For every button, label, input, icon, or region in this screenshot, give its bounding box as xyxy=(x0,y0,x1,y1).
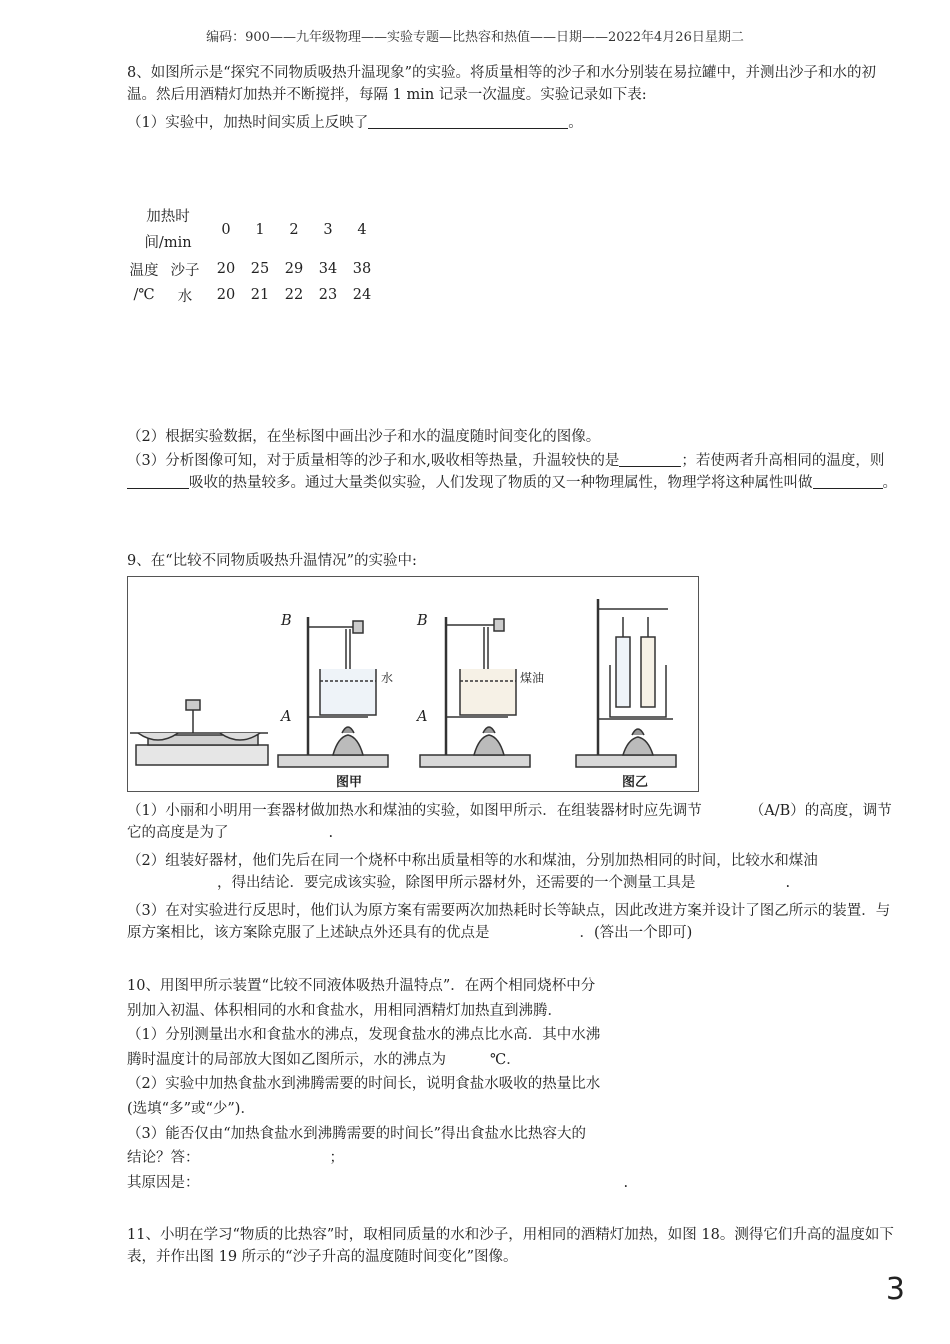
table-water-label: 水 xyxy=(177,288,193,305)
q10-line: 10、用图甲所示装置“比较不同液体吸热升温特点”．在两个相同烧杯中分 xyxy=(127,978,596,994)
q9-part2-text-a: （2）组装好器材，他们先后在同一个烧杯中称出质量相等的水和煤油，分别加热相同的时间，比较水和煤油 xyxy=(127,853,818,869)
table-header-line2: 间/min xyxy=(144,235,192,251)
answer-blank[interactable] xyxy=(813,473,883,489)
q10-line4-text: 腾时温度计的局部放大图如乙图所示，水的沸点为 xyxy=(127,1051,446,1068)
table-sand-cell: 29 xyxy=(284,261,304,277)
q9-part1-text-b: （A/B） xyxy=(749,803,805,819)
table-water-cell: 24 xyxy=(352,287,372,303)
label-water: 水 xyxy=(381,671,394,685)
page-header: 编码：900——九年级物理——实验专题—比热容和热值——日期——2022年4月26日星期二 xyxy=(206,30,744,45)
label-a-2: A xyxy=(417,709,428,725)
q10-line: （3）能否仅由“加热食盐水到沸腾需要的时间长”得出食盐水比热容大的 xyxy=(127,1125,587,1142)
q8-intro: 8、如图所示是“探究不同物质吸热升温现象”的实验。将质量相等的沙子和水分别装在易拉罐中，并测出沙子和水的初温。然后用酒精灯加热并不断搅拌，每隔 1 min 记录一次温度。实验记录如下表: xyxy=(127,65,877,103)
q10-line8-end: ； xyxy=(329,1150,344,1167)
q9-part3-text-a: （3）在对实验进行反思时，他们认为原方案有需要两次加热耗时长等缺点，因此改进方案并设计了图乙所示的装置．与原方案相比，该方案除克服了上述缺点外还具有的优点是 xyxy=(127,903,891,941)
table-time-cell: 1 xyxy=(255,222,265,238)
table-unit-label: /℃ xyxy=(133,287,155,303)
table-water-cell: 21 xyxy=(250,287,270,303)
q9-part1 xyxy=(127,800,897,844)
table-time-cell: 0 xyxy=(221,222,231,238)
q9-part2-text-c: . xyxy=(785,875,791,891)
q10-block xyxy=(127,974,687,1195)
q9-part3 xyxy=(127,900,897,944)
table-temp-label: 温度 xyxy=(129,262,159,279)
table-water-cell: 20 xyxy=(216,287,236,303)
q8-part1-text: （1）实验中，加热时间实质上反映了 xyxy=(127,115,369,131)
label-a-1: A xyxy=(281,709,292,725)
q8-part1 xyxy=(127,112,897,134)
q10-line xyxy=(127,1048,687,1073)
table-time-cell: 3 xyxy=(323,222,333,238)
table-sand-label: 沙子 xyxy=(170,262,200,279)
q8-part2: （2）根据实验数据，在坐标图中画出沙子和水的温度随时间变化的图像。 xyxy=(127,429,601,445)
label-b-1: B xyxy=(281,613,292,629)
q10-line: （1）分别测量出水和食盐水的沸点，发现食盐水的沸点比水高．其中水沸 xyxy=(127,1027,601,1044)
caption-fig-jia: 图甲 xyxy=(336,775,363,790)
label-b-2: B xyxy=(417,613,428,629)
table-sand-cell: 38 xyxy=(352,261,372,277)
q10-line xyxy=(127,1171,687,1196)
q8-part3-text-b: ；若使两者升高相同的温度，则 xyxy=(681,453,885,469)
label-kerosene: 煤油 xyxy=(520,671,545,685)
q10-line9-text: 其原因是： xyxy=(127,1174,200,1191)
table-header-time xyxy=(127,204,209,256)
q10-line: （2）实验中加热食盐水到沸腾需要的时间长，说明食盐水吸收的热量比水 xyxy=(127,1076,601,1093)
q9-part1-text-d: . xyxy=(328,825,334,841)
q10-line4-unit: ℃． xyxy=(490,1051,521,1068)
table-sand-cell: 20 xyxy=(216,261,236,277)
q8-part3-text-c: 吸收的热量较多。通过大量类似实验，人们发现了物质的又一种物理属性，物理学将这种属性叫做 xyxy=(189,475,813,491)
q9-part2-text-b: ，得出结论．要完成该实验，除图甲所示器材外，还需要的一个测量工具是 xyxy=(217,875,696,891)
q10-line: (选填“多”或“少”)． xyxy=(127,1100,255,1117)
q11-text: 11、小明在学习“物质的比热容”时，取相同质量的水和沙子，用相同的酒精灯加热，如图 18。测得它们升高的温度如下表，并作出图 19 所示的“沙子升高的温度随时间变化”图像。 xyxy=(127,1227,894,1265)
page-number: 3 xyxy=(885,1272,905,1307)
caption-fig-yi: 图乙 xyxy=(622,775,649,790)
q9-part1-text-c: 的高度，调节它的高度是为了 xyxy=(127,803,892,841)
q10-line8-text: 结论？答： xyxy=(127,1150,200,1167)
answer-blank[interactable] xyxy=(619,451,681,467)
q10-line9-end: . xyxy=(623,1174,629,1191)
table-header-line1: 加热时 xyxy=(146,209,190,225)
q8-part3-text-d: 。 xyxy=(882,475,897,491)
table-time-cell: 2 xyxy=(289,222,299,238)
table-sand-cell: 34 xyxy=(318,261,338,277)
q8-part3 xyxy=(127,450,897,494)
table-water-cell: 22 xyxy=(284,287,304,303)
q8-part1-end: 。 xyxy=(568,115,583,131)
apparatus-illustration xyxy=(128,577,698,791)
q10-line: 别加入初温、体积相同的水和食盐水，用相同酒精灯加热直到沸腾． xyxy=(127,1002,562,1019)
q9-part2 xyxy=(127,850,897,894)
answer-blank[interactable] xyxy=(368,113,568,129)
answer-blank[interactable] xyxy=(127,473,189,489)
q8-data-table xyxy=(127,204,379,308)
q8-part3-text-a: （3）分析图像可知，对于质量相等的沙子和水,吸收相等热量，升温较快的是 xyxy=(127,453,620,469)
table-time-cell: 4 xyxy=(357,222,367,238)
q9-intro: 9、在“比较不同物质吸热升温情况”的实验中: xyxy=(127,553,417,569)
table-water-cell: 23 xyxy=(318,287,338,303)
q9-apparatus-figure xyxy=(127,576,699,792)
q9-part3-text-b: ．(答出一个即可) xyxy=(579,925,693,941)
q10-line xyxy=(127,1146,687,1171)
table-sand-cell: 25 xyxy=(250,261,270,277)
q9-part1-text-a: （1）小丽和小明用一套器材做加热水和煤油的实验，如图甲所示．在组装器材时应先调节 xyxy=(127,803,702,819)
